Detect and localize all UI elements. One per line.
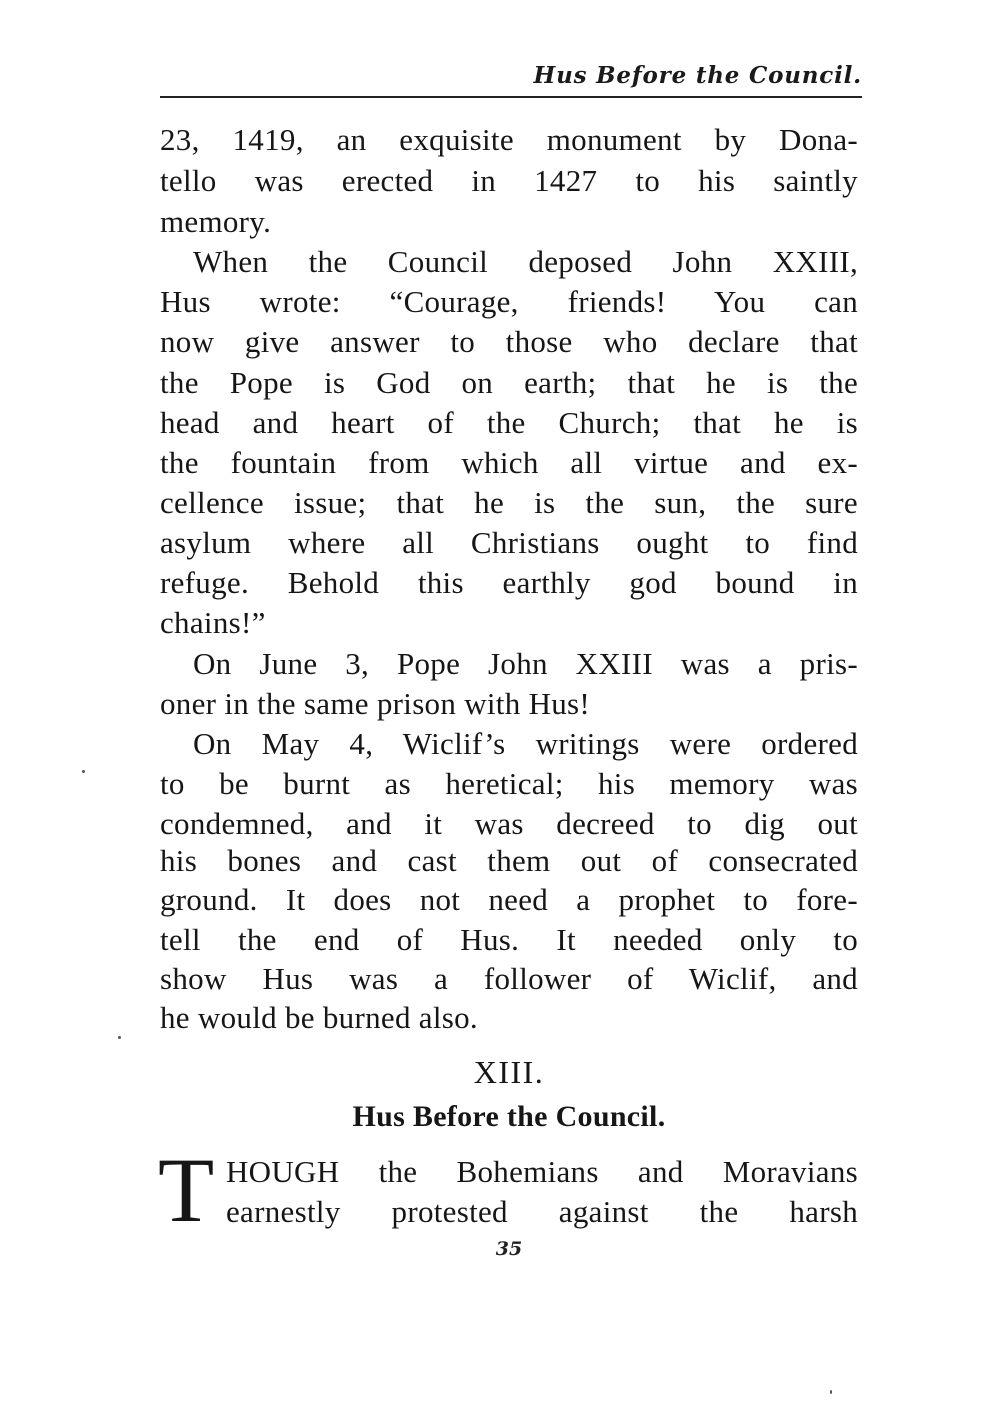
running-head: Hus Before the Council. [533,62,862,89]
text-line: asylum where all Christians ought to find [160,525,858,560]
text-line: On June 3, Pope John XXIII was a pris- [193,646,858,681]
text-line: now give answer to those who declare that [160,324,858,359]
text-line: refuge. Behold this earthly god bound in [160,565,858,600]
text-line: he would be burned also. [160,1000,478,1035]
text-line: tell the end of Hus. It needed only to [160,922,858,957]
text-line: memory. [160,204,272,239]
text-line: to be burnt as heretical; his memory was [160,766,858,801]
text-line: head and heart of the Church; that he is [160,405,858,440]
chapter-opening-line: earnestly protested against the harsh [226,1194,858,1229]
text-line: tello was erected in 1427 to his saintly [160,163,858,198]
text-line: ground. It does not need a prophet to fore- [160,882,858,917]
text-line: condemned, and it was decreed to dig out [160,806,858,841]
text-line: the Pope is God on earth; that he is the [160,365,858,400]
scan-speck [82,770,85,773]
text-line: his bones and cast them out of consecrated [160,843,858,878]
text-line: On May 4, Wiclif’s writings were ordered [193,726,858,761]
scan-speck [830,1390,832,1394]
chapter-title: Hus Before the Council. [352,1100,666,1133]
text-line: the fountain from which all virtue and ex- [160,445,858,480]
chapter-opening-line: HOUGH the Bohemians and Moravians [226,1154,858,1189]
page-number: 35 [495,1238,523,1260]
header-rule [160,96,862,98]
text-line: show Hus was a follower of Wiclif, and [160,961,858,996]
text-line: When the Council deposed John XXIII, [193,244,858,279]
chapter-number: XIII. [473,1054,545,1090]
text-line: oner in the same prison with Hus! [160,686,591,721]
scan-speck [118,1036,121,1039]
text-line: chains!” [160,605,266,640]
text-line: Hus wrote: “Courage, friends! You can [160,284,858,319]
text-line: 23, 1419, an exquisite monument by Dona- [160,122,858,157]
drop-cap: T [158,1139,215,1241]
text-line: cellence issue; that he is the sun, the sure [160,485,858,520]
